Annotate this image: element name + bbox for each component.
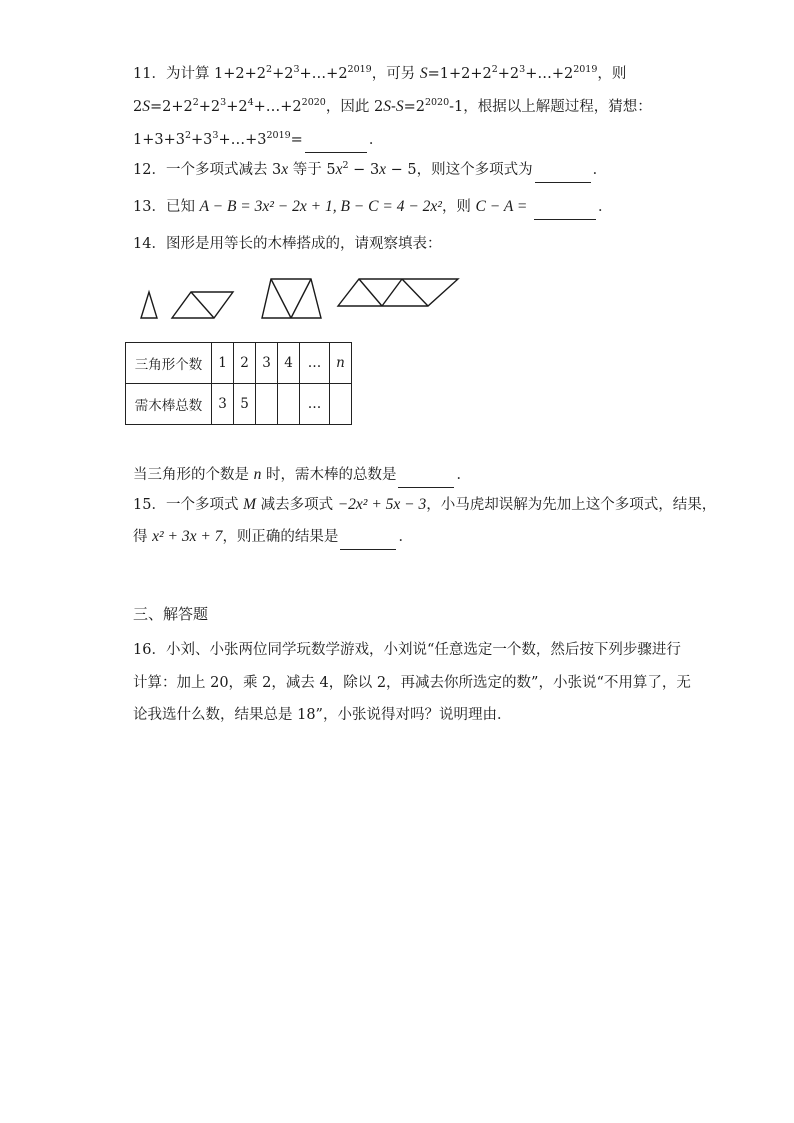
q12-line: 12．一个多项式减去 3x 等于 $5x^2 - 3x - 5$，则这个多项式为 ．	[133, 160, 607, 183]
stick-count-table	[125, 342, 352, 425]
q15-wrong-result: x² + 3x + 7	[152, 528, 223, 545]
table-cell: 3	[256, 343, 278, 384]
figure-three-triangles	[262, 279, 321, 318]
table-row	[126, 384, 352, 425]
table-cell-empty[interactable]	[256, 384, 278, 425]
row-label-sticks: 需木棒总数	[126, 384, 212, 425]
table-cell: 3	[212, 384, 234, 425]
q13-target-expression: C − A =	[475, 198, 528, 215]
q14-prompt: 14．图形是用等长的木棒搭成的，请观察填表：	[133, 236, 442, 252]
q16-line2: 计算：加上 20，乘 2，减去 4，除以 2，再减去你所选定的数”，小张说“不用算了，无	[133, 675, 691, 691]
table-cell: …	[300, 384, 330, 425]
q14-followup: 当三角形的个数是 n 时，需木棒的总数是 ．	[133, 465, 471, 488]
table-cell: 2	[234, 343, 256, 384]
figure-four-triangles	[338, 279, 458, 306]
table-cell: …	[300, 343, 330, 384]
figure-two-triangles	[172, 292, 233, 318]
row-label-triangles: 三角形个数	[126, 343, 212, 384]
matchstick-triangle-figures	[0, 0, 794, 330]
q11-line1: 11．为计算 $1+2+2^2+2^3+\dots+2^{2019}$，可另 $S=1+2+2^2+2^3+\dots+2^{2019}$，则	[133, 64, 627, 82]
answer-blank[interactable]	[398, 467, 454, 488]
answer-blank[interactable]	[340, 529, 396, 550]
table-cell: 1	[212, 343, 234, 384]
q13-given-expression: A − B = 3x² − 2x + 1, B − C = 4 − 2x²	[199, 198, 442, 215]
section-heading: 三、解答题	[133, 605, 209, 623]
figure-one-triangle	[141, 292, 157, 318]
q16-line3: 论我选什么数，结果总是 18”，小张说得对吗？说明理由．	[133, 707, 512, 723]
table-cell: n	[330, 343, 352, 384]
q16-line1: 16．小刘、小张两位同学玩数学游戏，小刘说“任意选定一个数，然后按下列步骤进行	[133, 642, 681, 658]
table-cell: 5	[234, 384, 256, 425]
q15-line1: 15．一个多项式 M 减去多项式 −2x² + 5x − 3，小马虎却误解为先加上这个多项式，结果，	[133, 496, 717, 513]
q11-line2: $2S=2+2^2+2^3+2^4+\dots+2^{2020}$，因此 $2S-S=2^{2020}-1$，根据以上解题过程，猜想：	[133, 97, 652, 115]
q13-line: 13．已知 A − B = 3x² − 2x + 1, B − C = 4 − 2x²，则 C − A = ．	[133, 197, 612, 220]
q15-line2: 得 x² + 3x + 7，则正确的结果是 ．	[133, 527, 413, 550]
q15-expression: −2x² + 5x − 3	[337, 496, 427, 513]
q11-line3: $1+3+3^2+3^3+\dots+3^{2019}=$ ．	[133, 130, 383, 153]
table-cell-empty[interactable]	[278, 384, 300, 425]
table-cell: 4	[278, 343, 300, 384]
table-row	[126, 343, 352, 384]
table-cell-empty[interactable]	[330, 384, 352, 425]
